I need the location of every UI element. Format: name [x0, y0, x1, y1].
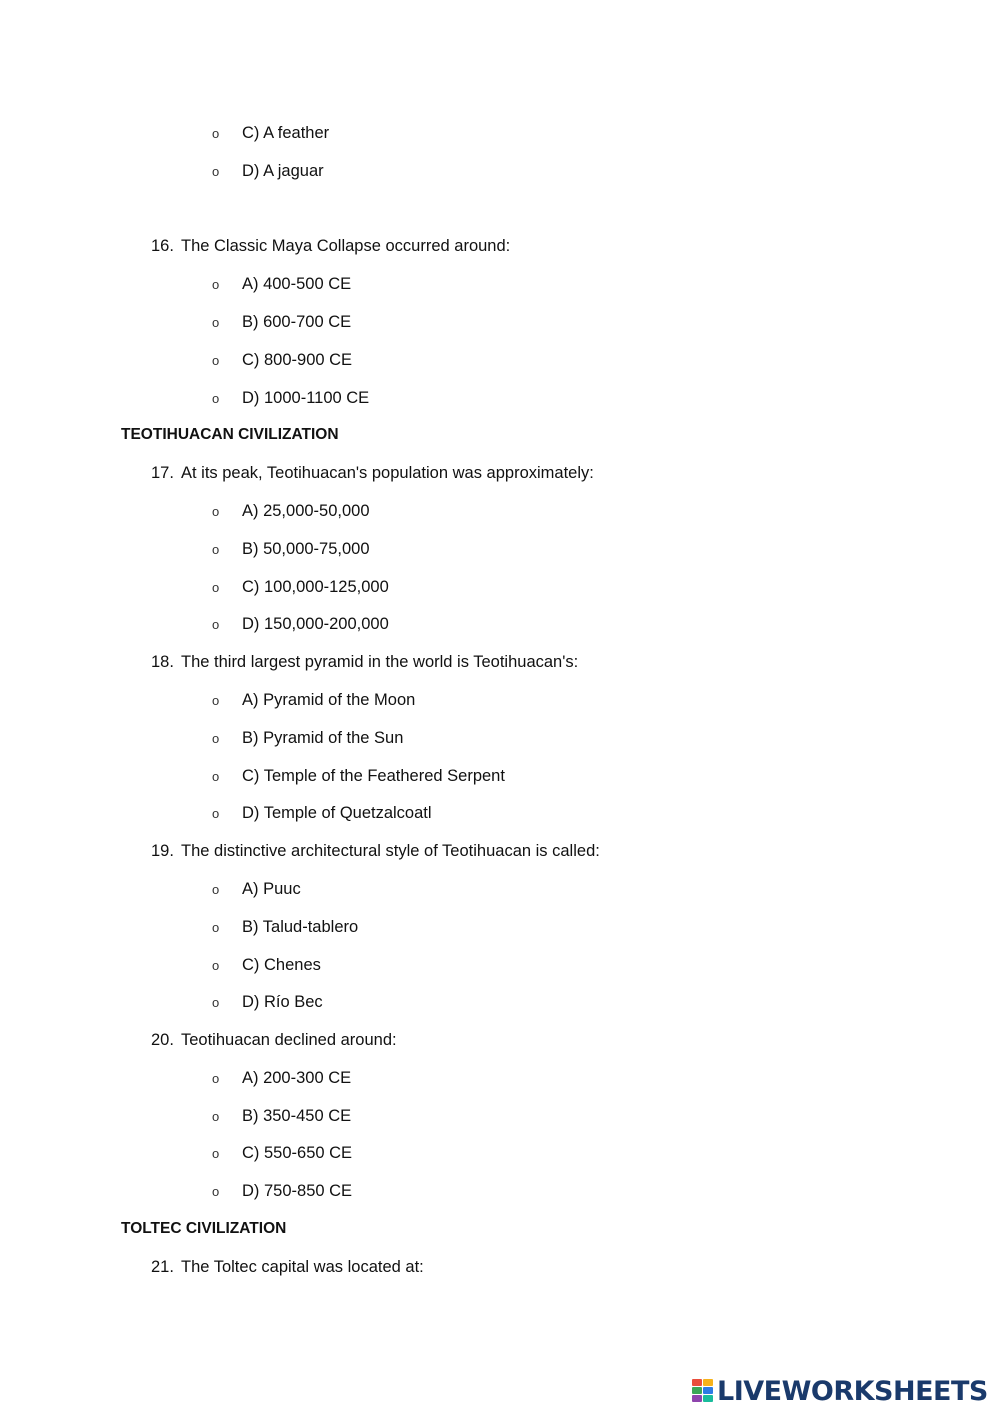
- bullet-icon: o: [212, 1071, 220, 1086]
- liveworksheets-logo-icon: [692, 1379, 714, 1403]
- bullet-icon: o: [212, 504, 220, 519]
- bullet-icon: o: [212, 920, 220, 935]
- bullet-icon: o: [212, 1146, 220, 1161]
- section-heading-teotihuacan: TEOTIHUACAN CIVILIZATION: [121, 426, 339, 443]
- bullet-icon: o: [212, 391, 220, 406]
- bullet-icon: o: [212, 277, 220, 292]
- section-heading-toltec: TOLTEC CIVILIZATION: [121, 1220, 287, 1237]
- bullet-icon: o: [212, 995, 220, 1010]
- bullet-icon: o: [212, 882, 220, 897]
- bullet-icon: o: [212, 1184, 220, 1199]
- bullet-icon: o: [212, 806, 220, 821]
- bullet-icon: o: [212, 164, 220, 179]
- bullet-icon: o: [212, 542, 220, 557]
- bullet-icon: o: [212, 580, 220, 595]
- bullet-icon: o: [212, 353, 220, 368]
- logo-text: LIVEWORKSHEETS: [717, 1375, 988, 1407]
- bullet-icon: o: [212, 769, 220, 784]
- bullet-icon: o: [212, 693, 220, 708]
- bullet-icon: o: [212, 617, 220, 632]
- bullet-icon: o: [212, 1109, 220, 1124]
- bullet-icon: o: [212, 315, 220, 330]
- bullet-icon: o: [212, 958, 220, 973]
- bullet-icon: o: [212, 126, 220, 141]
- bullet-icon: o: [212, 731, 220, 746]
- liveworksheets-logo: [692, 1374, 988, 1408]
